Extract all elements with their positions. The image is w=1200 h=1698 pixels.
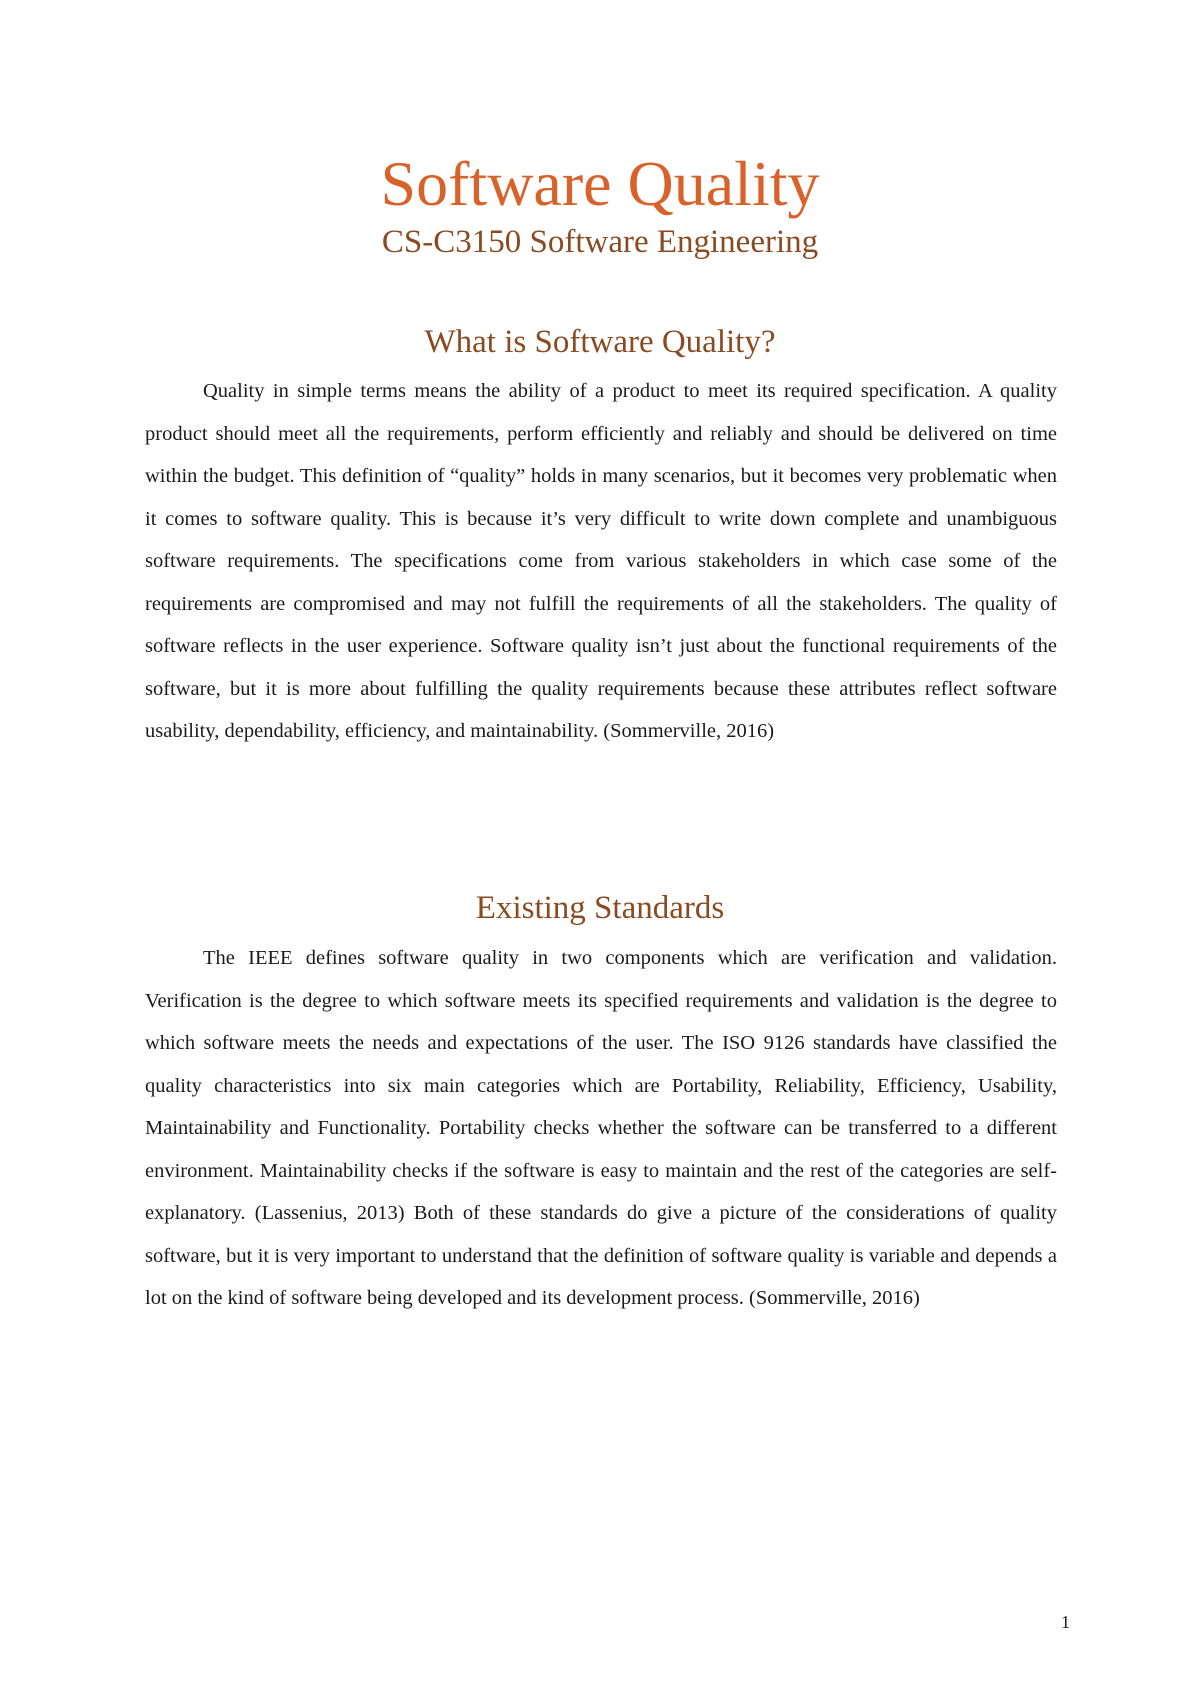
section-paragraph-existing-standards: The IEEE defines software quality in two components which are verification and validation. Verification is the degree to which software meets its specified requirements and validation is the degree to which software meets the needs and expectations of the user. The ISO 9126 standards have classified the quality characteristics into six main categories which are Portability, Reliability, Efficiency, Usability, Maintainability and Functionality. Portability checks whether the software can be transferred to a different environment. Maintainability checks if the software is easy to maintain and the rest of the categories are self-explanatory. (Lassenius, 2013) Both of these standards do give a picture of the considerations of quality software, but it is very important to understand that the definition of software quality is variable and depends a lot on the kind of software being developed and its development process. (Sommerville, 2016): [145, 947, 1057, 1309]
document-title: Software Quality: [380, 148, 820, 219]
section-heading-existing-standards: Existing Standards: [475, 890, 725, 926]
page-number: 1: [1061, 1612, 1070, 1632]
section-heading-what-is-software-quality: What is Software Quality?: [424, 324, 776, 360]
document-subtitle: CS-C3150 Software Engineering: [381, 224, 819, 260]
section-paragraph-what-is-software-quality: Quality in simple terms means the ability of a product to meet its required specification. A quality product should meet all the requirements, perform efficiently and reliably and should be delivered on time within the budget. This definition of “quality” holds in many scenarios, but it becomes very problematic when it comes to software quality. This is because it’s very difficult to write down complete and unambiguous software requirements. The specifications come from various stakeholders in which case some of the requirements are compromised and may not fulfill the requirements of all the stakeholders. The quality of software reflects in the user experience. Software quality isn’t just about the functional requirements of the software, but it is more about fulfilling the quality requirements because these attributes reflect software usability, dependability, efficiency, and maintainability. (Sommerville, 2016): [145, 380, 1057, 742]
